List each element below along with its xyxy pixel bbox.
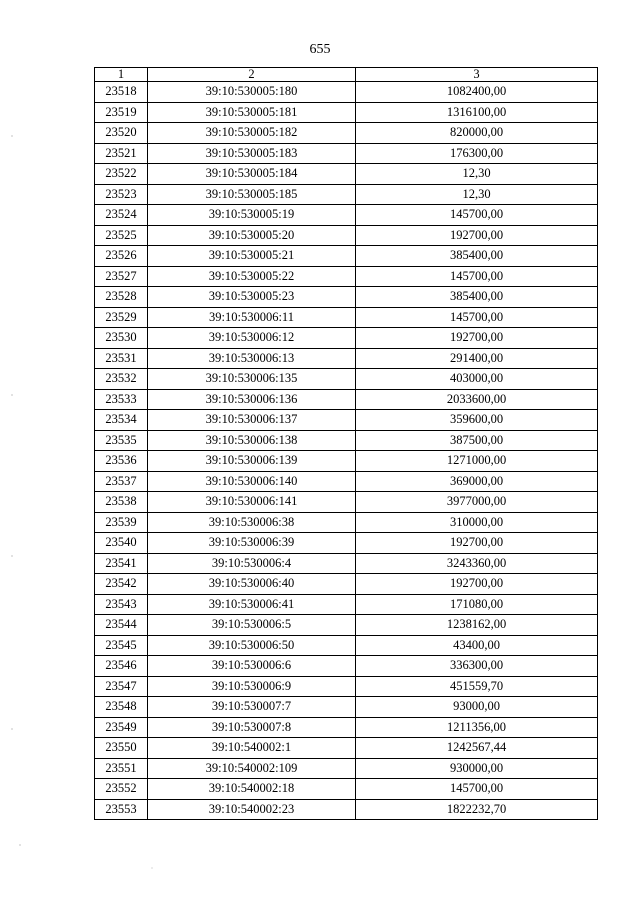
cadastral-number: 39:10:530005:183: [148, 143, 356, 164]
table-row: [95, 758, 598, 779]
table-row: [95, 307, 598, 328]
table-row: [95, 369, 598, 390]
cadastral-number: 39:10:530005:22: [148, 266, 356, 287]
cadastral-number: 39:10:530006:5: [148, 615, 356, 636]
cadastral-number: 39:10:530006:11: [148, 307, 356, 328]
row-number: 23550: [95, 738, 148, 759]
table-row: [95, 594, 598, 615]
table-row: [95, 184, 598, 205]
row-number: 23533: [95, 389, 148, 410]
cadastral-value: 3977000,00: [356, 492, 598, 513]
cadastral-value: 359600,00: [356, 410, 598, 431]
row-number: 23524: [95, 205, 148, 226]
row-number: 23540: [95, 533, 148, 554]
row-number: 23521: [95, 143, 148, 164]
cadastral-value: 2033600,00: [356, 389, 598, 410]
table-row: [95, 348, 598, 369]
row-number: 23552: [95, 779, 148, 800]
row-number: 23520: [95, 123, 148, 144]
cadastral-value: 385400,00: [356, 246, 598, 267]
table-row: [95, 779, 598, 800]
cadastral-number: 39:10:530006:138: [148, 430, 356, 451]
row-number: 23531: [95, 348, 148, 369]
row-number: 23536: [95, 451, 148, 472]
table-row: [95, 389, 598, 410]
row-number: 23523: [95, 184, 148, 205]
table-row: [95, 471, 598, 492]
cadastral-value: 1211356,00: [356, 717, 598, 738]
cadastral-value: 12,30: [356, 164, 598, 185]
cadastral-number: 39:10:530006:41: [148, 594, 356, 615]
table-row: [95, 225, 598, 246]
table-row: [95, 574, 598, 595]
row-number: 23530: [95, 328, 148, 349]
row-number: 23518: [95, 82, 148, 103]
cadastral-number: 39:10:530006:141: [148, 492, 356, 513]
page-number: 655: [309, 42, 331, 57]
cadastral-number: 39:10:530007:7: [148, 697, 356, 718]
cadastral-value: 291400,00: [356, 348, 598, 369]
row-number: 23546: [95, 656, 148, 677]
cadastral-number: 39:10:530006:137: [148, 410, 356, 431]
table-row: [95, 266, 598, 287]
cadastral-value: 192700,00: [356, 328, 598, 349]
table-row: [95, 615, 598, 636]
cadastral-value: 145700,00: [356, 266, 598, 287]
table-header-row: [95, 68, 598, 82]
cadastral-value: 403000,00: [356, 369, 598, 390]
cadastral-value: 43400,00: [356, 635, 598, 656]
cadastral-value: 1242567,44: [356, 738, 598, 759]
cadastral-number: 39:10:530006:139: [148, 451, 356, 472]
table-row: [95, 635, 598, 656]
row-number: 23534: [95, 410, 148, 431]
cadastral-number: 39:10:530006:9: [148, 676, 356, 697]
cadastral-number: 39:10:530005:19: [148, 205, 356, 226]
table-row: [95, 143, 598, 164]
cadastral-number: 39:10:540002:23: [148, 799, 356, 820]
cadastral-value: 1271000,00: [356, 451, 598, 472]
row-number: 23551: [95, 758, 148, 779]
cadastral-value: 3243360,00: [356, 553, 598, 574]
table-row: [95, 410, 598, 431]
cadastral-value: 171080,00: [356, 594, 598, 615]
cadastral-number: 39:10:530006:136: [148, 389, 356, 410]
cadastral-value: 176300,00: [356, 143, 598, 164]
table-row: [95, 697, 598, 718]
cadastral-value: 1238162,00: [356, 615, 598, 636]
cadastral-value: 451559,70: [356, 676, 598, 697]
cadastral-value: 1316100,00: [356, 102, 598, 123]
cadastral-number: 39:10:530006:39: [148, 533, 356, 554]
table-body: [95, 82, 598, 820]
table-row: [95, 246, 598, 267]
cadastral-value: 93000,00: [356, 697, 598, 718]
row-number: 23527: [95, 266, 148, 287]
table-row: [95, 717, 598, 738]
table-row: [95, 676, 598, 697]
column-header-3: 3: [356, 68, 598, 82]
table-row: [95, 553, 598, 574]
cadastral-number: 39:10:540002:1: [148, 738, 356, 759]
cadastral-value: 336300,00: [356, 656, 598, 677]
table-row: [95, 328, 598, 349]
row-number: 23529: [95, 307, 148, 328]
cadastral-value: 1822232,70: [356, 799, 598, 820]
table-row: [95, 164, 598, 185]
cadastral-value: 12,30: [356, 184, 598, 205]
row-number: 23539: [95, 512, 148, 533]
cadastral-number: 39:10:530006:6: [148, 656, 356, 677]
cadastral-number: 39:10:530006:4: [148, 553, 356, 574]
cadastral-value: 369000,00: [356, 471, 598, 492]
table-row: [95, 102, 598, 123]
cadastral-number: 39:10:530005:181: [148, 102, 356, 123]
cadastral-value: 145700,00: [356, 205, 598, 226]
cadastral-number: 39:10:530007:8: [148, 717, 356, 738]
row-number: 23547: [95, 676, 148, 697]
cadastral-value: 145700,00: [356, 307, 598, 328]
row-number: 23519: [95, 102, 148, 123]
table-row: [95, 512, 598, 533]
table-row: [95, 656, 598, 677]
row-number: 23535: [95, 430, 148, 451]
cadastral-value: 385400,00: [356, 287, 598, 308]
row-number: 23522: [95, 164, 148, 185]
cadastral-number: 39:10:530005:185: [148, 184, 356, 205]
row-number: 23549: [95, 717, 148, 738]
row-number: 23548: [95, 697, 148, 718]
table-row: [95, 123, 598, 144]
column-header-1: 1: [95, 68, 148, 82]
row-number: 23538: [95, 492, 148, 513]
table-row: [95, 738, 598, 759]
row-number: 23532: [95, 369, 148, 390]
cadastral-value-table: [94, 67, 598, 820]
cadastral-value: 192700,00: [356, 225, 598, 246]
cadastral-number: 39:10:530006:50: [148, 635, 356, 656]
table-row: [95, 492, 598, 513]
table-row: [95, 205, 598, 226]
column-header-2: 2: [148, 68, 356, 82]
cadastral-number: 39:10:530006:40: [148, 574, 356, 595]
cadastral-number: 39:10:530006:135: [148, 369, 356, 390]
cadastral-value: 1082400,00: [356, 82, 598, 103]
table-row: [95, 451, 598, 472]
cadastral-value: 192700,00: [356, 533, 598, 554]
row-number: 23528: [95, 287, 148, 308]
cadastral-number: 39:10:530005:180: [148, 82, 356, 103]
cadastral-value: 192700,00: [356, 574, 598, 595]
cadastral-value: 930000,00: [356, 758, 598, 779]
row-number: 23525: [95, 225, 148, 246]
cadastral-value: 820000,00: [356, 123, 598, 144]
row-number: 23541: [95, 553, 148, 574]
table-row: [95, 533, 598, 554]
table-row: [95, 82, 598, 103]
row-number: 23553: [95, 799, 148, 820]
cadastral-number: 39:10:530005:184: [148, 164, 356, 185]
cadastral-number: 39:10:530006:12: [148, 328, 356, 349]
row-number: 23545: [95, 635, 148, 656]
cadastral-number: 39:10:530006:13: [148, 348, 356, 369]
cadastral-value: 310000,00: [356, 512, 598, 533]
row-number: 23542: [95, 574, 148, 595]
row-number: 23526: [95, 246, 148, 267]
cadastral-number: 39:10:540002:18: [148, 779, 356, 800]
cadastral-number: 39:10:530006:38: [148, 512, 356, 533]
row-number: 23543: [95, 594, 148, 615]
cadastral-number: 39:10:530005:182: [148, 123, 356, 144]
row-number: 23537: [95, 471, 148, 492]
cadastral-number: 39:10:540002:109: [148, 758, 356, 779]
cadastral-number: 39:10:530005:20: [148, 225, 356, 246]
cadastral-value: 387500,00: [356, 430, 598, 451]
cadastral-number: 39:10:530005:21: [148, 246, 356, 267]
cadastral-number: 39:10:530005:23: [148, 287, 356, 308]
table-row: [95, 799, 598, 820]
cadastral-value: 145700,00: [356, 779, 598, 800]
cadastral-number: 39:10:530006:140: [148, 471, 356, 492]
table-row: [95, 287, 598, 308]
row-number: 23544: [95, 615, 148, 636]
table-row: [95, 430, 598, 451]
